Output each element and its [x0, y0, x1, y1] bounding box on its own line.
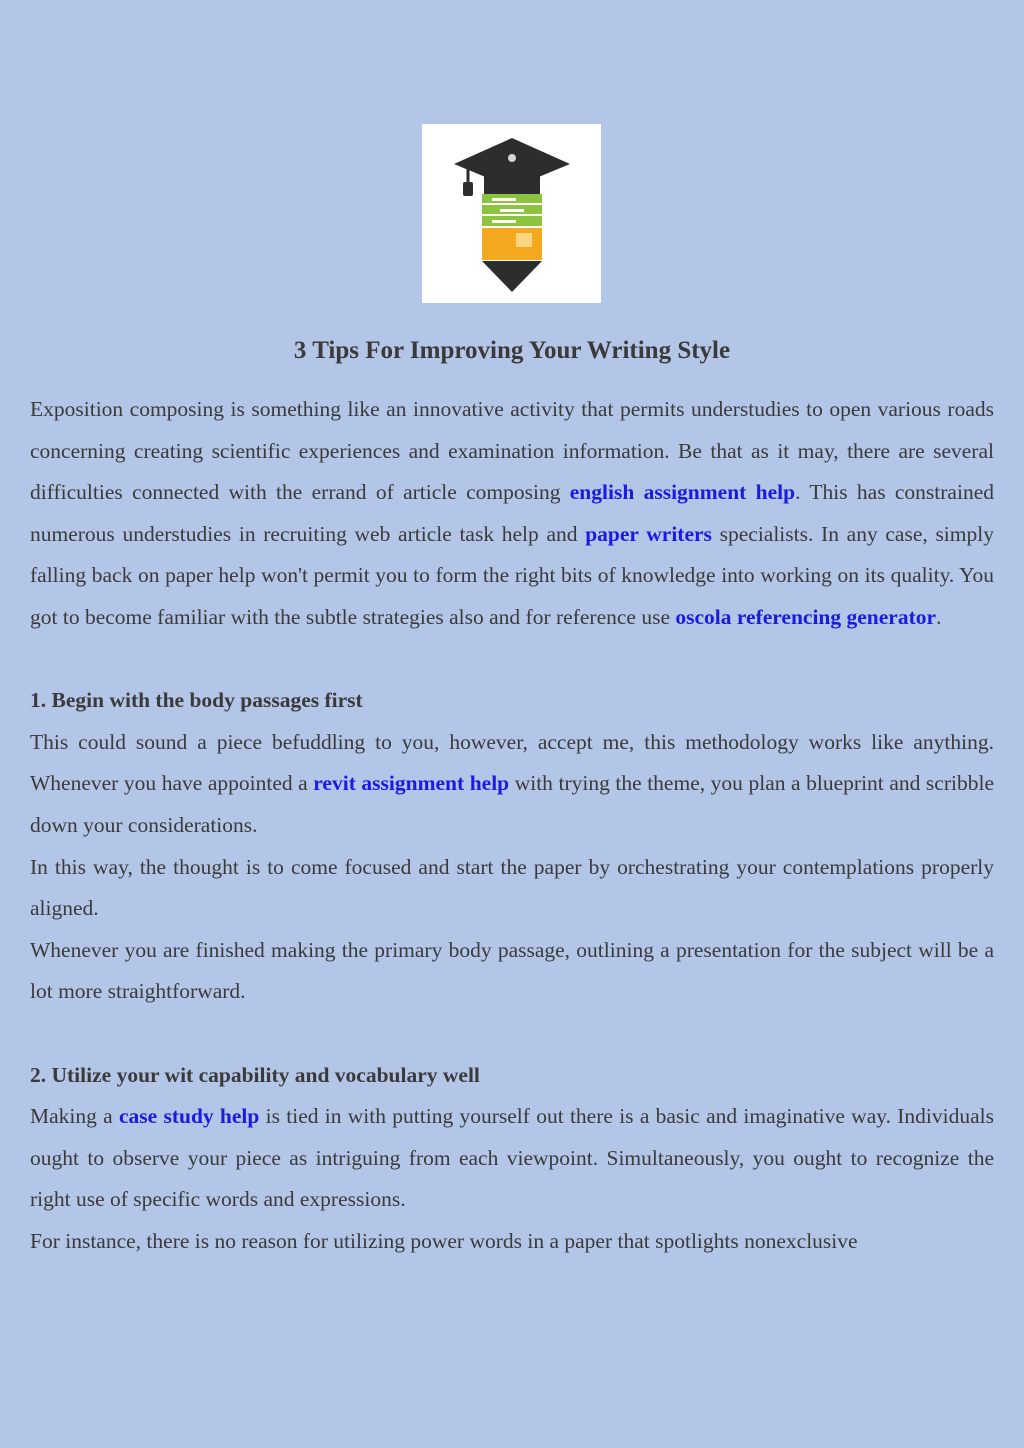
section-2-paragraph-1	[30, 1096, 994, 1221]
page-title: 3 Tips For Improving Your Writing Style	[293, 337, 731, 364]
case-study-help-link[interactable]: case study help	[118, 1104, 260, 1129]
intro-text-2: . This has constrained numerous understudies in recruiting web article task help and	[30, 480, 994, 546]
graduation-cap-pencil-icon	[422, 124, 601, 303]
section-1-paragraph-3: Whenever you are finished making the primary body passage, outlining a presentation for the subject will be a lot more straightforward.	[30, 937, 994, 1004]
intro-text-3: specialists. In any case, simply falling back on paper help won't permit you to form the right bits of knowledge into working on its quality. You got to become familiar with the subtle strategies also and for reference use	[30, 521, 994, 629]
oscola-referencing-generator-link[interactable]: oscola referencing generator	[675, 604, 937, 629]
spacer	[30, 639, 994, 681]
spacer	[30, 1013, 994, 1055]
intro-paragraph	[30, 389, 994, 639]
revit-assignment-help-link[interactable]: revit assignment help	[313, 771, 510, 796]
section-2-text-2: is tied in with putting yourself out there is a basic and imaginative way. Individuals ought to observe your piece as intriguing from each viewpoint. Simultaneously, you ought to recognize the right use of specific words and expressions.	[30, 1104, 994, 1212]
section-1-paragraph-1	[30, 722, 994, 847]
section-2-heading: 2. Utilize your wit capability and vocabulary well	[30, 1062, 480, 1087]
section-2-paragraph-2: For instance, there is no reason for utilizing power words in a paper that spotlights nonexclusive	[30, 1228, 858, 1253]
intro-text-1: Exposition composing is something like an innovative activity that permits understudies to open various roads concerning creating scientific experiences and examination information. Be that as it may, there are several difficulties connected with the errand of article composing	[30, 397, 994, 505]
section-1-paragraph-2: In this way, the thought is to come focused and start the paper by orchestrating your contemplations properly aligned.	[30, 854, 994, 921]
section-1-text-1: This could sound a piece befuddling to you, however, accept me, this methodology works like anything. Whenever you have appointed a	[30, 729, 994, 796]
section-2-text-1: Making a	[30, 1104, 119, 1129]
paper-writers-link[interactable]: paper writers	[585, 521, 712, 546]
intro-text-4: .	[936, 604, 942, 629]
section-1-text-2: with trying the theme, you plan a blueprint and scribble down your considerations.	[30, 771, 994, 837]
article-body	[30, 389, 994, 1262]
section-1-heading: 1. Begin with the body passages first	[30, 688, 363, 713]
english-assignment-help-link[interactable]: english assignment help	[569, 480, 796, 505]
logo	[422, 124, 601, 303]
